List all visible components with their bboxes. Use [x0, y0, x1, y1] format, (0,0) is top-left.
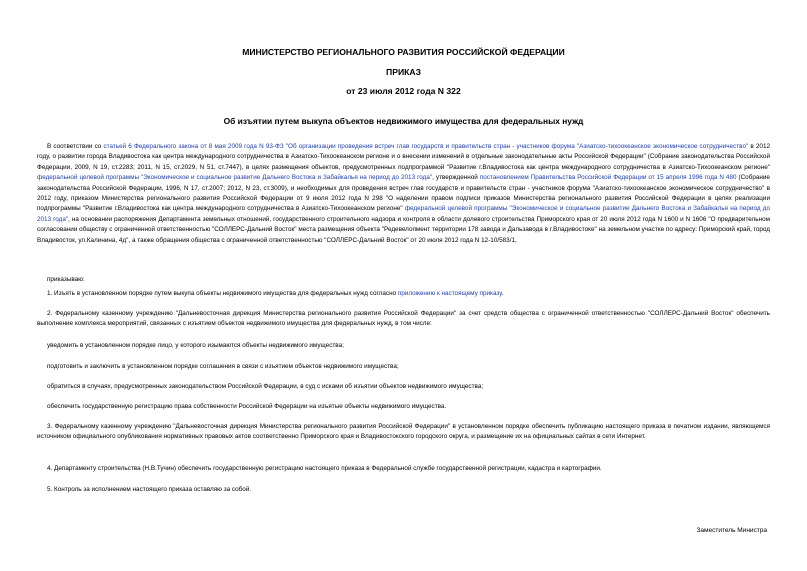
preamble-text: В соответствии со: [47, 143, 104, 150]
program-link[interactable]: федеральной целевой программы "Экономическое и социальное развитие Дальнего Востока и Забайкалья на период до 2013 года": [37, 205, 770, 223]
order-verb-text: приказываю:: [47, 276, 85, 283]
document-date-number: от 23 июля 2012 года N 322: [346, 86, 461, 96]
order-item-2: [37, 309, 770, 330]
document-type: ПРИКАЗ: [386, 67, 421, 77]
subitem-2-text: подготовить и заключить в установленном порядке соглашения в связи с изъятием объектов недвижимого имущества;: [47, 363, 399, 370]
subitem-1-text: уведомить в установленном порядке лицо, у которого изымаются объекты недвижимого имущества;: [47, 342, 344, 349]
order-verb: [37, 275, 770, 285]
item-1-end: .: [501, 290, 504, 297]
subitem-3-text: обратиться в случаях, предусмотренных законодательством Российской Федерации, в суд с исками об изъятии объектов недвижимого имущества;: [47, 383, 484, 390]
item-4-text: 4. Департаменту строительства (Н.В.Тучин) обеспечить государственную регистрацию настоящего приказа в Федеральной службе государственной регистрации, кадастра и картографии.: [47, 465, 602, 472]
order-item-3: [37, 422, 770, 443]
order-subitem-2: [37, 362, 770, 372]
preamble-text: , утвержденной: [432, 174, 480, 182]
ministry-heading: МИНИСТЕРСТВО РЕГИОНАЛЬНОГО РАЗВИТИЯ РОССИЙСКОЙ ФЕДЕРАЦИИ: [242, 47, 565, 57]
preamble-paragraph: [37, 142, 770, 246]
item-1-text: 1. Изъять в установленном порядке путем выкупа объекты недвижимого имущества для федеральных нужд согласно: [47, 290, 398, 297]
preamble-text: (Собрание законодательства Российской Федерации, 1996, N 17, ст.2007; 2012, N 23, ст.3009), и необходимых для проведения встреч глав государств и правительств стран - участников форума "Азиатско-тихоокеанское экономическое сотрудничество" в 2012 году, приказом Министерства регионального развития Российской Федерации от 9 июля 2012 года N 298 "О наделении правом подписи приказов Министерства регионального развития Российской Федерации в целях реализации подпрограммы "Развитие г.Владивостока как центра международного сотрудничества в Азиатско-Тихоокеанском регионе": [37, 174, 770, 213]
item-2-text: 2. Федеральному казенному учреждению "Дальневосточная дирекция Министерства регионального развития Российской Федерации" за счет средств общества с ограниченной ответственностью "СОЛЛЕРС-Дальний Восток" обеспечить выполнение комплекса мероприятий, связанных с изъятием объектов недвижимого имущества для федеральных нужд, в том числе:: [37, 310, 770, 328]
preamble-text: в 2012 году, о развитии города Владивостока как центра международного сотрудничества в Азиатско-Тихоокеанском регионе и о внесении изменений в отдельные законодательные акты Российской Федерации" (Собрание законодательства Российской Федерации, 2009, N 19, ст.2283; 2011, N 15, ст.2029, N 51, ст.7447), в целях размещения объектов, предусмотренных подпрограммой "Развитие г.Владивостока как центра международного сотрудничества в Азиатско-Тихоокеанском регионе": [37, 143, 771, 171]
document-subject: Об изъятии путем выкупа объектов недвижимого имущества для федеральных нужд: [223, 116, 584, 126]
order-item-1: [37, 289, 770, 299]
order-subitem-4: [37, 402, 770, 412]
resolution-link[interactable]: постановлением Правительства Российской Федерации от 15 апреля 1996 года N 480: [479, 174, 737, 182]
signature-title: Заместитель Министра: [696, 527, 767, 534]
appendix-link[interactable]: приложению к настоящему приказу: [397, 290, 502, 297]
order-subitem-3: [37, 382, 770, 392]
order-item-5: [37, 485, 770, 495]
order-subitem-1: [37, 341, 770, 351]
item-3-text: 3. Федеральному казенному учреждению "Дальневосточная дирекция Министерства регионального развития Российской Федерации" в установленном порядке обеспечить публикацию настоящего приказа в печатном издании, являющемся источником официального опубликования нормативных правовых актов соответственно Приморского края и Владивостокского городского округа, и размещение их на официальных сайтах в сети Интернет.: [37, 423, 770, 441]
program-link[interactable]: федеральной целевой программы "Экономическое и социальное развитие Дальнего Востока и Забайкалья на период до 2013 года": [37, 174, 433, 182]
preamble-text: , на основании распоряжения Департамента земельных отношений, государственного строительного надзора и контроля в области долевого строительства Приморского края от 20 июля 2012 года N 1600 и N 1606 "О предварительном согласовании обществу с ограниченной ответственностью "СОЛЛЕРС-Дальний Восток" места размещения объекта "Редевелопмент территории 178 завода и Дальзавода в г.Владивостоке" на земельном участке по адресу: Приморский край, город Владивосток, ул.Калинина, 4д", а также обращения общества с ограниченной ответственностью "СОЛЛЕРС-Дальний Восток" от 20 июля 2012 года N 12-10/583/1,: [37, 215, 770, 244]
law-link[interactable]: статьей 6 Федерального закона от 8 мая 2009 года N 93-ФЗ "Об организации проведения встреч глав государств и правительств стран - участников форума "Азиатско-тихоокеанское экономическое сотрудничество": [103, 143, 749, 150]
subitem-4-text: обеспечить государственную регистрацию права собственности Российской Федерации на изъятые объекты недвижимого имущества.: [47, 403, 447, 410]
order-item-4: [37, 464, 770, 474]
item-5-text: 5. Контроль за исполнением настоящего приказа оставляю за собой.: [47, 486, 252, 493]
